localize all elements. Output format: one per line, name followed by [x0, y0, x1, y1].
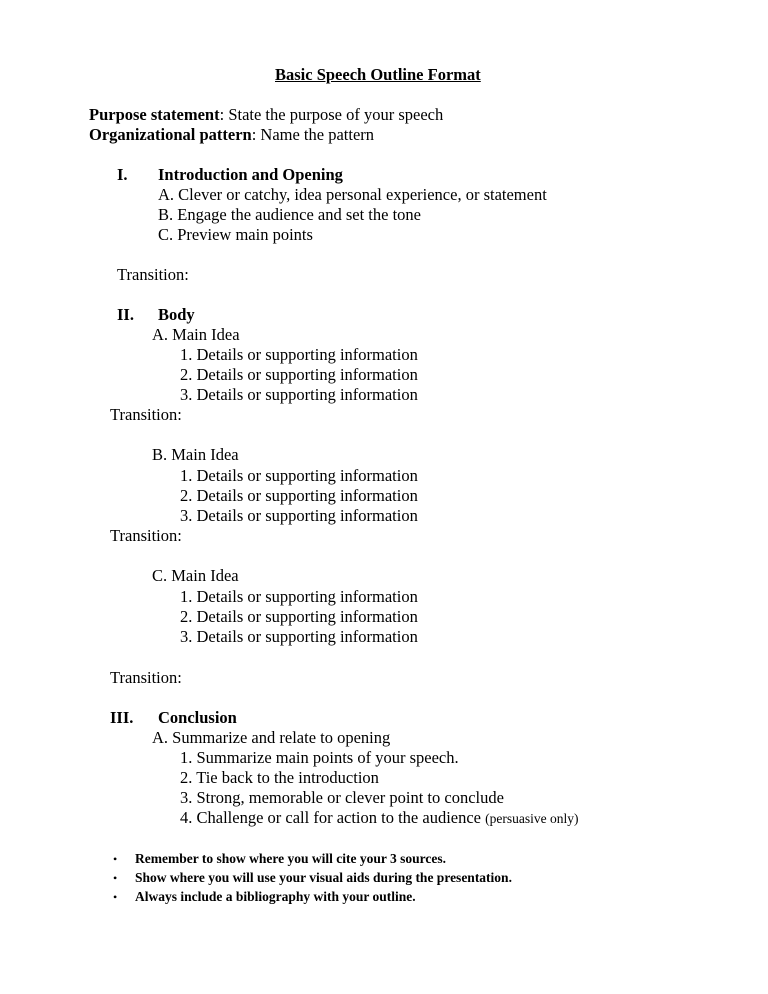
body-c-detail-2: 2. Details or supporting information — [180, 607, 418, 626]
bullet-icon: • — [113, 871, 118, 885]
pattern-text: : Name the pattern — [251, 125, 375, 144]
body-c-detail-1: 1. Details or supporting information — [180, 587, 418, 606]
body-a-detail-1: 1. Details or supporting information — [180, 345, 418, 364]
transition-label: Transition: — [110, 526, 182, 545]
body-main-idea-a: A. Main Idea — [152, 325, 240, 344]
body-main-idea-b: B. Main Idea — [152, 445, 239, 464]
purpose-text: : State the purpose of your speech — [219, 105, 444, 124]
intro-item-b: B. Engage the audience and set the tone — [158, 205, 421, 224]
conclusion-detail-1: 1. Summarize main points of your speech. — [180, 748, 459, 767]
intro-item-a: A. Clever or catchy, idea personal experience, or statement — [158, 185, 547, 204]
section-heading-intro: Introduction and Opening — [158, 165, 343, 184]
conclusion-detail-4-text: 4. Challenge or call for action to the audience — [180, 808, 486, 827]
section-numeral-intro: I. — [117, 165, 128, 184]
body-b-detail-3: 3. Details or supporting information — [180, 506, 418, 525]
bullet-icon: • — [113, 890, 118, 904]
note-cite-sources: Remember to show where you will cite your 3 sources. — [135, 851, 446, 866]
conclusion-detail-2: 2. Tie back to the introduction — [180, 768, 379, 787]
section-numeral-conclusion: III. — [110, 708, 134, 727]
body-b-detail-1: 1. Details or supporting information — [180, 466, 418, 485]
body-a-detail-2: 2. Details or supporting information — [180, 365, 418, 384]
body-a-detail-3: 3. Details or supporting information — [180, 385, 418, 404]
pattern-label: Organizational pattern — [89, 125, 252, 144]
section-heading-conclusion: Conclusion — [158, 708, 237, 727]
document-title: Basic Speech Outline Format — [275, 65, 481, 84]
section-numeral-body: II. — [117, 305, 134, 324]
conclusion-main-a: A. Summarize and relate to opening — [152, 728, 391, 747]
transition-label: Transition: — [110, 668, 182, 687]
transition-label: Transition: — [117, 265, 189, 284]
body-c-detail-3: 3. Details or supporting information — [180, 627, 418, 646]
section-heading-body: Body — [158, 305, 195, 324]
organizational-pattern — [89, 125, 374, 145]
purpose-statement — [89, 105, 443, 125]
intro-item-c: C. Preview main points — [158, 225, 313, 244]
body-b-detail-2: 2. Details or supporting information — [180, 486, 418, 505]
conclusion-detail-4 — [180, 808, 579, 829]
note-bibliography: Always include a bibliography with your outline. — [135, 889, 416, 904]
body-main-idea-c: C. Main Idea — [152, 566, 239, 585]
purpose-label: Purpose statement — [89, 105, 220, 124]
bullet-icon: • — [113, 852, 118, 866]
persuasive-only-note: (persuasive only) — [485, 811, 579, 826]
conclusion-detail-3: 3. Strong, memorable or clever point to conclude — [180, 788, 504, 807]
transition-label: Transition: — [110, 405, 182, 424]
note-visual-aids: Show where you will use your visual aids during the presentation. — [135, 870, 512, 885]
